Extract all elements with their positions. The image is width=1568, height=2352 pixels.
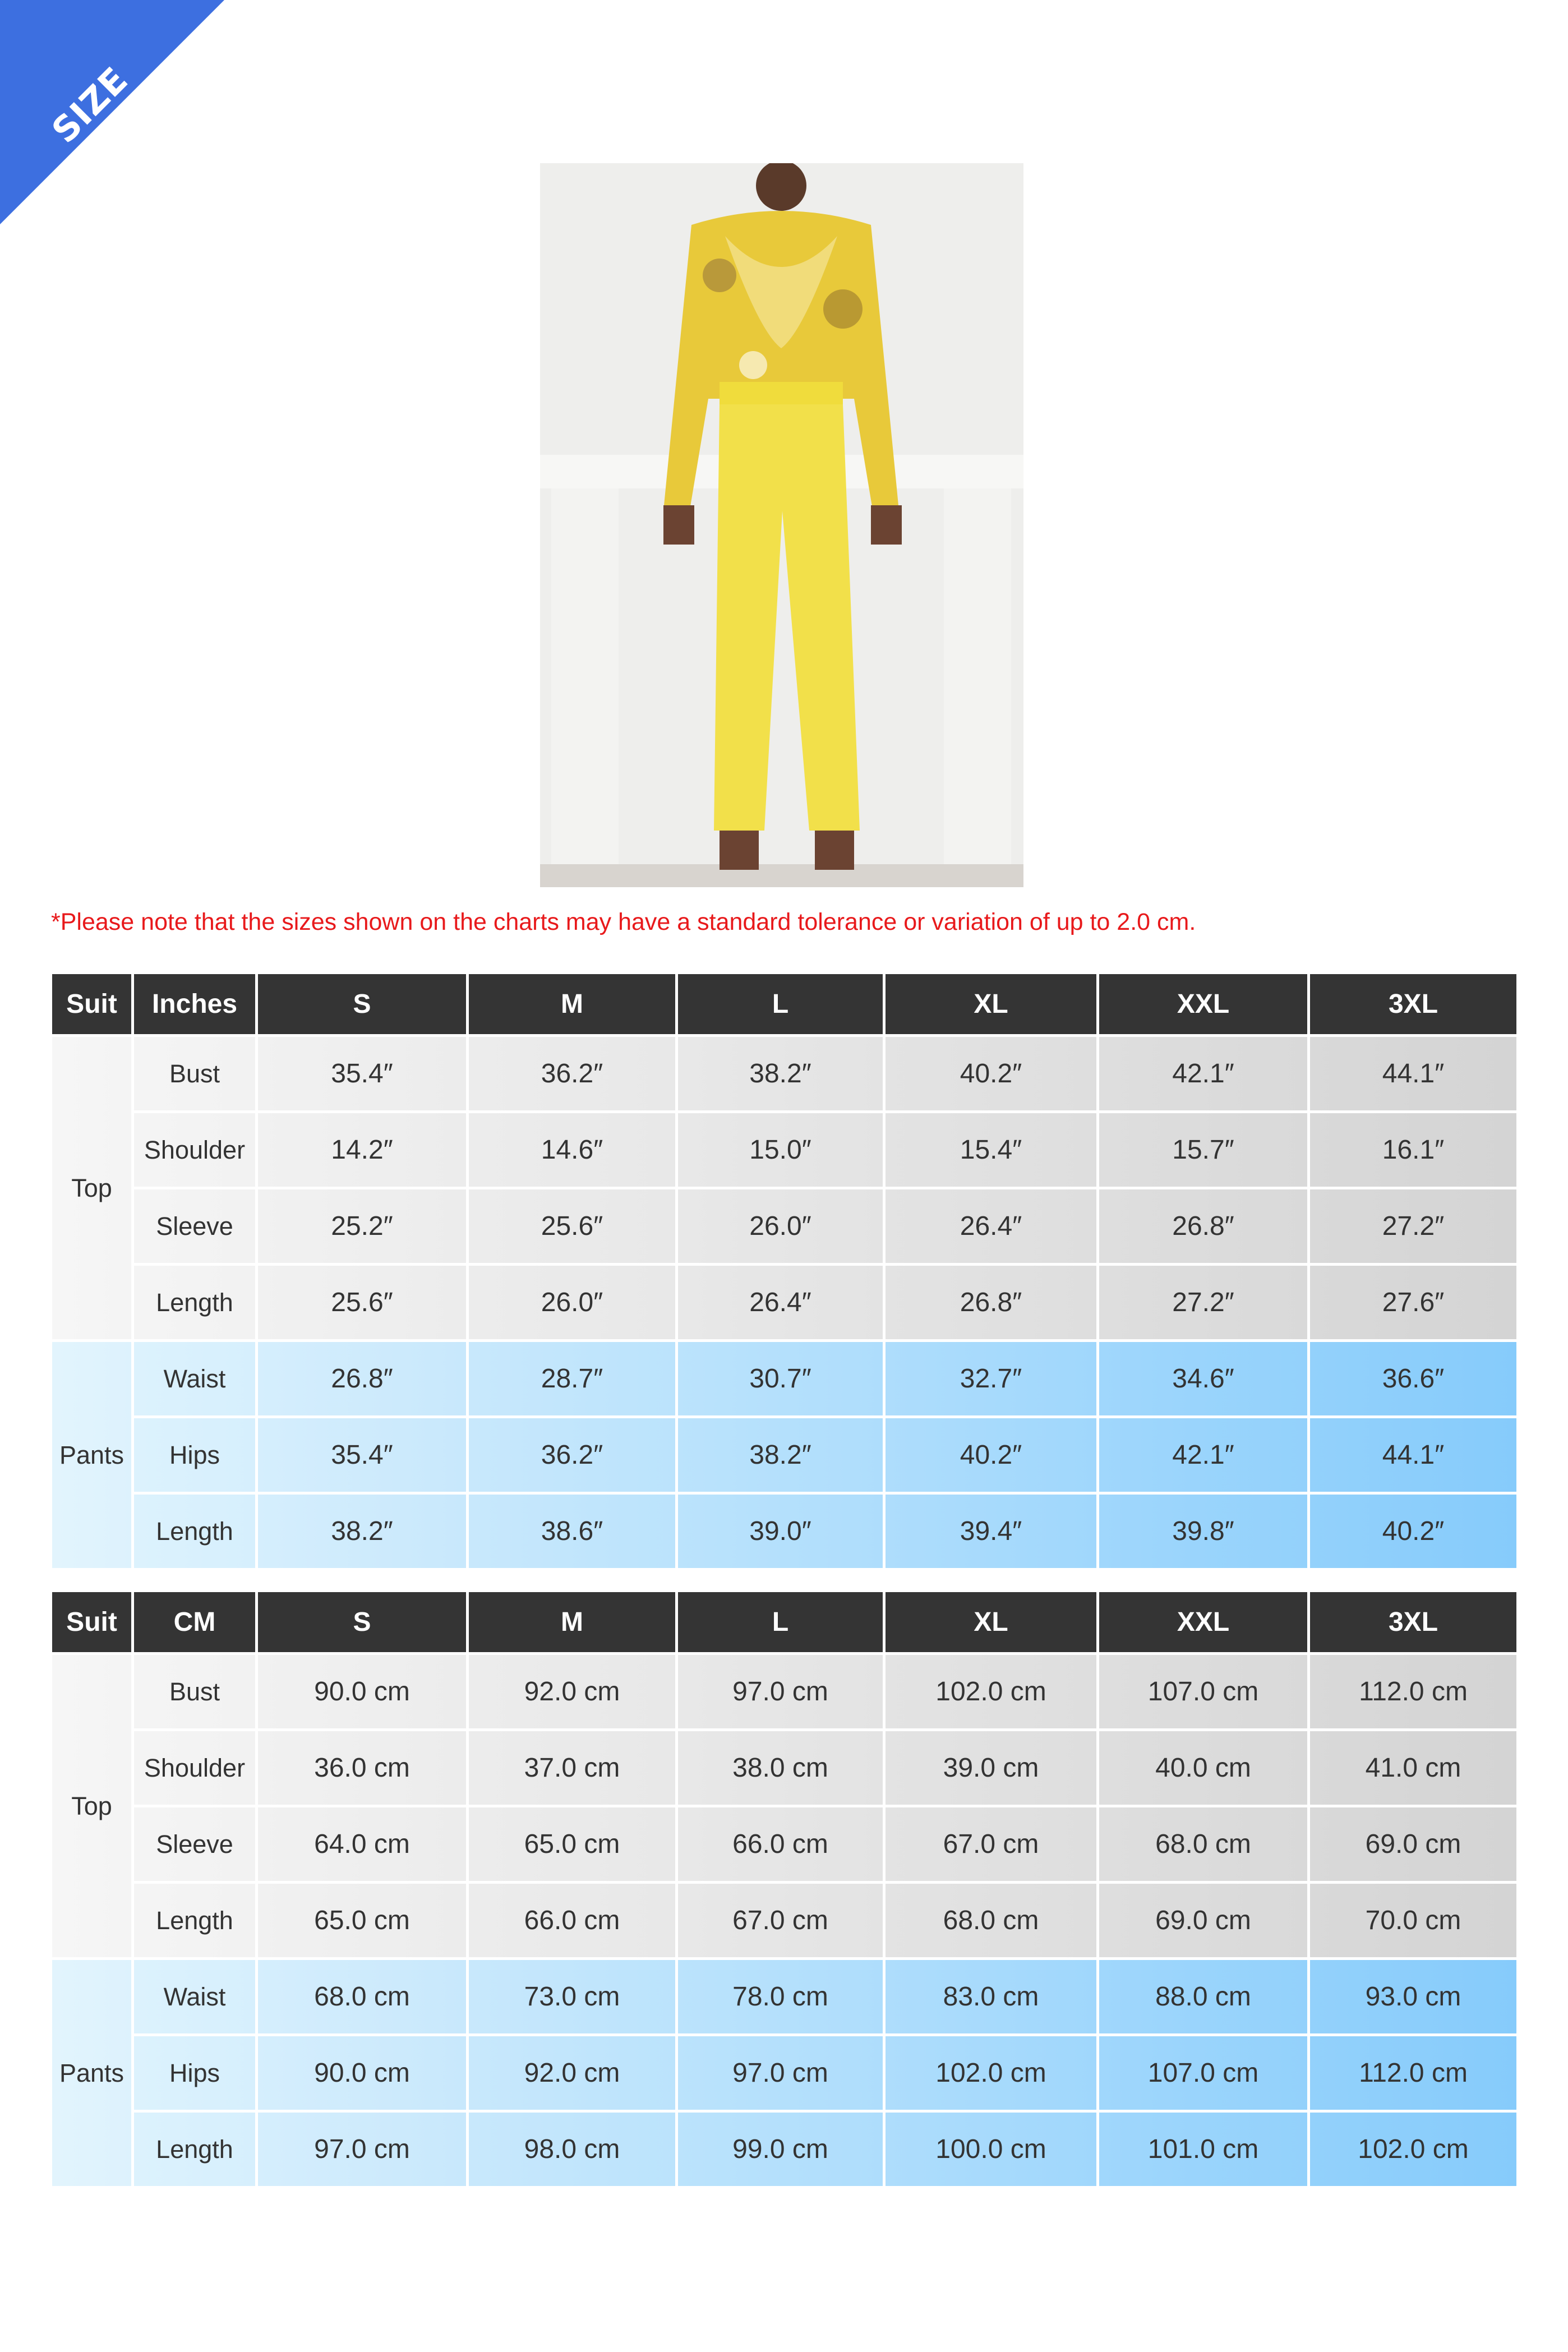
header-cell-xxl: XXL	[1099, 974, 1307, 1034]
header-cell-xxl: XXL	[1099, 1592, 1307, 1652]
size-value-cell: 39.8″	[1099, 1495, 1307, 1568]
measure-label: Length	[134, 2113, 255, 2186]
size-value-cell: 67.0 cm	[886, 1807, 1096, 1881]
size-value-cell: 93.0 cm	[1310, 1960, 1516, 2033]
group-label-top: Top	[52, 1655, 131, 1957]
size-value-cell: 83.0 cm	[886, 1960, 1096, 2033]
measure-label: Shoulder	[134, 1113, 255, 1187]
size-value-cell: 68.0 cm	[1099, 1807, 1307, 1881]
size-value-cell: 92.0 cm	[469, 2036, 675, 2110]
size-value-cell: 35.4″	[258, 1037, 466, 1110]
size-value-cell: 41.0 cm	[1310, 1731, 1516, 1805]
size-value-cell: 102.0 cm	[886, 2036, 1096, 2110]
size-value-cell: 32.7″	[886, 1342, 1096, 1415]
size-value-cell: 65.0 cm	[469, 1807, 675, 1881]
size-value-cell: 16.1″	[1310, 1113, 1516, 1187]
size-value-cell: 102.0 cm	[1310, 2113, 1516, 2186]
size-value-cell: 100.0 cm	[886, 2113, 1096, 2186]
size-value-cell: 26.0″	[678, 1189, 883, 1263]
size-value-cell: 97.0 cm	[678, 2036, 883, 2110]
measure-label: Length	[134, 1495, 255, 1568]
size-value-cell: 66.0 cm	[469, 1884, 675, 1957]
cm-size-table	[52, 1592, 1511, 2186]
size-value-cell: 26.4″	[886, 1189, 1096, 1263]
size-value-cell: 97.0 cm	[678, 1655, 883, 1728]
size-value-cell: 73.0 cm	[469, 1960, 675, 2033]
size-value-cell: 102.0 cm	[886, 1655, 1096, 1728]
size-value-cell: 14.6″	[469, 1113, 675, 1187]
size-value-cell: 27.2″	[1310, 1189, 1516, 1263]
size-value-cell: 40.2″	[886, 1037, 1096, 1110]
size-value-cell: 90.0 cm	[258, 1655, 466, 1728]
measure-label: Hips	[134, 2036, 255, 2110]
size-value-cell: 67.0 cm	[678, 1884, 883, 1957]
size-value-cell: 15.4″	[886, 1113, 1096, 1187]
size-value-cell: 38.0 cm	[678, 1731, 883, 1805]
measure-label: Length	[134, 1266, 255, 1339]
size-value-cell: 99.0 cm	[678, 2113, 883, 2186]
size-value-cell: 36.6″	[1310, 1342, 1516, 1415]
size-value-cell: 44.1″	[1310, 1037, 1516, 1110]
size-value-cell: 40.0 cm	[1099, 1731, 1307, 1805]
size-value-cell: 112.0 cm	[1310, 2036, 1516, 2110]
size-value-cell: 68.0 cm	[258, 1960, 466, 2033]
size-value-cell: 70.0 cm	[1310, 1884, 1516, 1957]
group-label-pants: Pants	[52, 1960, 131, 2186]
size-value-cell: 26.8″	[886, 1266, 1096, 1339]
measure-label: Bust	[134, 1037, 255, 1110]
size-value-cell: 98.0 cm	[469, 2113, 675, 2186]
header-cell-l: L	[678, 974, 883, 1034]
measure-label: Sleeve	[134, 1807, 255, 1881]
size-value-cell: 39.0″	[678, 1495, 883, 1568]
size-value-cell: 69.0 cm	[1099, 1884, 1307, 1957]
group-label-top: Top	[52, 1037, 131, 1339]
measure-label: Bust	[134, 1655, 255, 1728]
header-cell-m: M	[469, 974, 675, 1034]
size-value-cell: 90.0 cm	[258, 2036, 466, 2110]
product-photo	[540, 163, 1023, 887]
tolerance-note: *Please note that the sizes shown on the charts may have a standard tolerance or variation of up to 2.0 cm.	[51, 908, 1196, 935]
size-value-cell: 38.2″	[678, 1418, 883, 1492]
size-chart-banner	[0, 0, 224, 224]
size-value-cell: 30.7″	[678, 1342, 883, 1415]
measure-label: Length	[134, 1884, 255, 1957]
size-value-cell: 107.0 cm	[1099, 2036, 1307, 2110]
size-value-cell: 92.0 cm	[469, 1655, 675, 1728]
measure-label: Waist	[134, 1342, 255, 1415]
header-cell-3xl: 3XL	[1310, 974, 1516, 1034]
size-value-cell: 66.0 cm	[678, 1807, 883, 1881]
size-value-cell: 25.2″	[258, 1189, 466, 1263]
measure-label: Hips	[134, 1418, 255, 1492]
banner-text: SIZE CHART	[44, 59, 181, 196]
size-value-cell: 26.0″	[469, 1266, 675, 1339]
size-value-cell: 65.0 cm	[258, 1884, 466, 1957]
size-value-cell: 107.0 cm	[1099, 1655, 1307, 1728]
inches-size-table	[52, 974, 1511, 1568]
size-value-cell: 36.2″	[469, 1418, 675, 1492]
size-value-cell: 44.1″	[1310, 1418, 1516, 1492]
header-cell-inches: Inches	[134, 974, 255, 1034]
size-value-cell: 39.0 cm	[886, 1731, 1096, 1805]
size-value-cell: 15.7″	[1099, 1113, 1307, 1187]
measure-label: Shoulder	[134, 1731, 255, 1805]
header-cell-m: M	[469, 1592, 675, 1652]
size-value-cell: 36.2″	[469, 1037, 675, 1110]
size-value-cell: 69.0 cm	[1310, 1807, 1516, 1881]
size-value-cell: 37.0 cm	[469, 1731, 675, 1805]
size-value-cell: 88.0 cm	[1099, 1960, 1307, 2033]
size-value-cell: 42.1″	[1099, 1037, 1307, 1110]
size-value-cell: 26.8″	[1099, 1189, 1307, 1263]
measure-label: Sleeve	[134, 1189, 255, 1263]
size-value-cell: 40.2″	[886, 1418, 1096, 1492]
size-value-cell: 25.6″	[258, 1266, 466, 1339]
size-value-cell: 26.4″	[678, 1266, 883, 1339]
size-value-cell: 35.4″	[258, 1418, 466, 1492]
header-cell-s: S	[258, 1592, 466, 1652]
size-value-cell: 38.2″	[258, 1495, 466, 1568]
header-cell-suit: Suit	[52, 1592, 131, 1652]
header-cell-cm: CM	[134, 1592, 255, 1652]
size-value-cell: 64.0 cm	[258, 1807, 466, 1881]
size-value-cell: 38.6″	[469, 1495, 675, 1568]
size-value-cell: 68.0 cm	[886, 1884, 1096, 1957]
size-value-cell: 15.0″	[678, 1113, 883, 1187]
header-cell-s: S	[258, 974, 466, 1034]
header-cell-l: L	[678, 1592, 883, 1652]
size-value-cell: 27.2″	[1099, 1266, 1307, 1339]
size-value-cell: 36.0 cm	[258, 1731, 466, 1805]
size-value-cell: 97.0 cm	[258, 2113, 466, 2186]
size-value-cell: 26.8″	[258, 1342, 466, 1415]
size-value-cell: 78.0 cm	[678, 1960, 883, 2033]
size-value-cell: 40.2″	[1310, 1495, 1516, 1568]
size-value-cell: 25.6″	[469, 1189, 675, 1263]
header-cell-xl: XL	[886, 974, 1096, 1034]
size-value-cell: 112.0 cm	[1310, 1655, 1516, 1728]
size-value-cell: 38.2″	[678, 1037, 883, 1110]
group-label-pants: Pants	[52, 1342, 131, 1568]
size-value-cell: 28.7″	[469, 1342, 675, 1415]
header-cell-3xl: 3XL	[1310, 1592, 1516, 1652]
measure-label: Waist	[134, 1960, 255, 2033]
size-value-cell: 34.6″	[1099, 1342, 1307, 1415]
size-value-cell: 14.2″	[258, 1113, 466, 1187]
size-value-cell: 101.0 cm	[1099, 2113, 1307, 2186]
size-value-cell: 42.1″	[1099, 1418, 1307, 1492]
header-cell-xl: XL	[886, 1592, 1096, 1652]
header-cell-suit: Suit	[52, 974, 131, 1034]
size-value-cell: 27.6″	[1310, 1266, 1516, 1339]
size-value-cell: 39.4″	[886, 1495, 1096, 1568]
